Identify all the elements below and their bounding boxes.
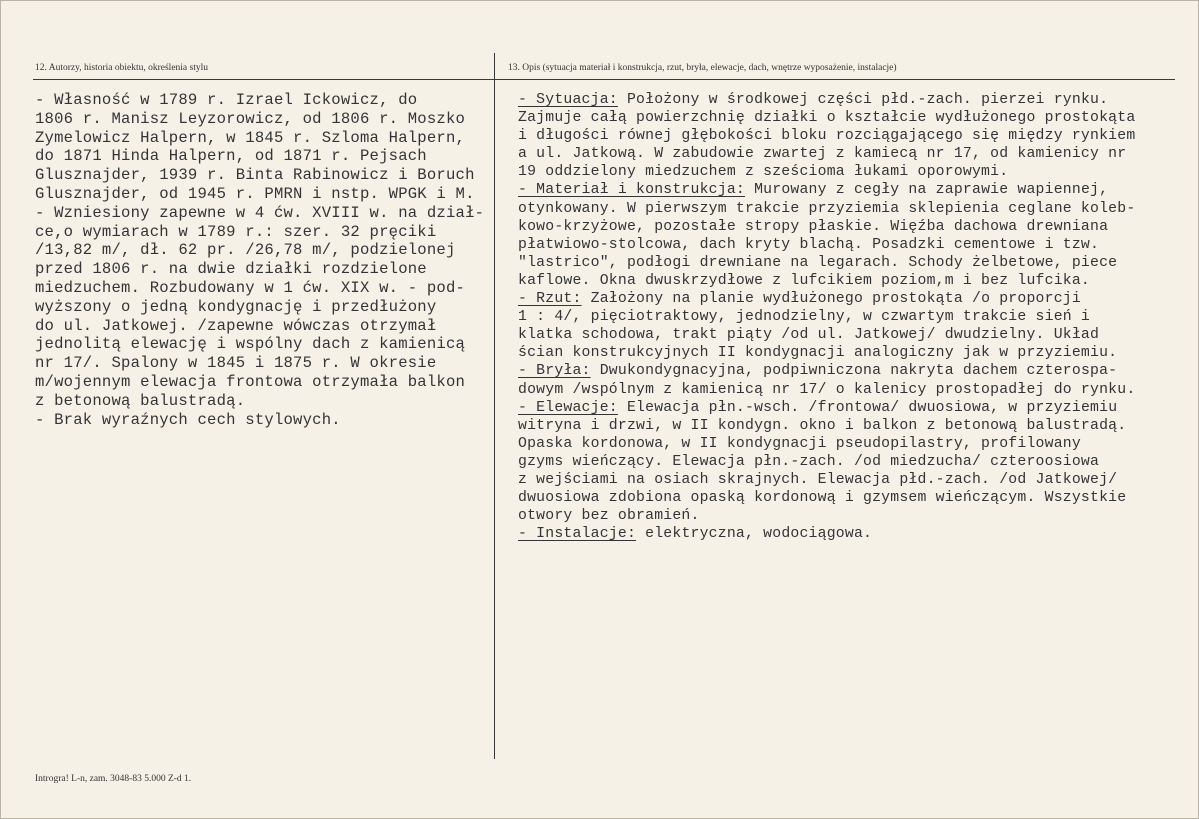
description-text-run: Zajmuje całą powierzchnię działki o kształcie wydłużonego prostokąta [518, 110, 1136, 127]
description-line [518, 127, 1135, 145]
description-text-run: dowym /wspólnym z kamienicą nr 17/ o kalenicy prostopadłej do rynku. [518, 381, 1136, 398]
description-text-run: otwory bez obramień. [518, 508, 700, 525]
header-rule-right [495, 79, 1175, 80]
history-line: ce,o wymiarach w 1789 r.: szer. 32 pręciki [35, 222, 437, 241]
description-line [518, 453, 1135, 471]
description-text-run: kowo-krzyżowe, pozostałe stropy płaskie. Więźba dachowa drewniana [518, 218, 1109, 235]
history-text [35, 91, 484, 429]
description-line [518, 236, 1135, 254]
description-line [518, 272, 1135, 290]
printer-imprint: Introgra! L-n, zam. 3048-83 5.000 Z-d 1. [35, 774, 192, 784]
section-label: - Bryła: [518, 363, 591, 380]
column-divider [494, 53, 495, 759]
history-line: /13,82 m/, dł. 62 pr. /26,78 m/, podzielonej [35, 241, 456, 260]
description-line [518, 218, 1135, 236]
description-line [518, 344, 1135, 362]
description-line [518, 417, 1135, 435]
header-rule-left [33, 79, 494, 80]
description-text-run: "lastrico", podłogi drewniane na legarach. Schody żelbetowe, piece [518, 254, 1118, 271]
description-text-run: z wejściami na osiach skrajnych. Elewacja płd.-zach. /od Jatkowej/ [518, 471, 1118, 488]
description-text-run: 19 oddzielony miedzuchem z sześcioma łukami oporowymi. [518, 164, 1009, 181]
history-line: do 1871 Hinda Halpern, od 1871 r. Pejsach [35, 147, 427, 166]
description-text-run: Elewacja płn.-wsch. /frontowa/ dwuosiowa, w przyziemiu [617, 399, 1118, 416]
description-text-run: Murowany z cegły na zaprawie wapiennej, [745, 182, 1109, 199]
section-13-header: 13. Opis (sytuacja materiał i konstrukcja, rzut, bryła, elewacje, dach, wnętrze wyposażenie, instalacje) [508, 63, 897, 73]
description-text-run: ścian konstrukcyjnych II kondygnacji analogiczny jak w przyziemiu. [518, 345, 1118, 362]
description-line [518, 109, 1135, 127]
section-label: - Elewacje: [518, 399, 618, 416]
description-text [518, 91, 1135, 543]
history-line: wyższony o jedną kondygnację i przedłużony [35, 297, 437, 316]
description-text-run: gzyms wieńczący. Elewacja płn.-zach. /od miedzucha/ czteroosiowa [518, 453, 1100, 470]
description-line [518, 362, 1135, 380]
description-text-run: kaflowe. Okna dwuskrzydłowe z lufcikiem poziom,m i bez lufcika. [518, 272, 1091, 289]
description-line [518, 91, 1135, 109]
description-text-run: Dwukondygnacyjna, podpiwniczona nakryta dachem czterospa- [590, 363, 1118, 380]
description-line [518, 181, 1135, 199]
description-text-run: otynkowany. W pierwszym trakcie przyziemia sklepienia ceglane koleb- [518, 200, 1136, 217]
history-line: miedzuchem. Rozbudowany w 1 ćw. XIX w. - pod- [35, 278, 466, 297]
description-line [518, 145, 1135, 163]
history-line: 1806 r. Manisz Leyzorowicz, od 1806 r. Moszko [35, 109, 466, 128]
description-line [518, 399, 1135, 417]
description-line [518, 290, 1135, 308]
history-line: z betonową balustradą. [35, 391, 246, 410]
description-text-run: Założony na planie wydłużonego prostokąta /o proporcji [581, 291, 1081, 308]
section-12-header: 12. Autorzy, historia obiektu, określenia stylu [35, 63, 208, 73]
history-line: - Wzniesiony zapewne w 4 ćw. XVIII w. na dział- [35, 203, 485, 222]
history-line: przed 1806 r. na dwie działki rozdzielone [35, 260, 427, 279]
description-text-run: 1 : 4/, pięciotraktowy, jednodzielny, w czwartym trakcie sień i [518, 309, 1091, 326]
description-line [518, 254, 1135, 272]
description-line [518, 471, 1135, 489]
description-text-run: elektryczna, wodociągowa. [636, 526, 873, 543]
description-line [518, 489, 1135, 507]
description-line [518, 525, 1135, 543]
description-line [518, 200, 1135, 218]
description-text-run: klatka schodowa, trakt piąty /od ul. Jatkowej/ dwudzielny. Układ [518, 327, 1100, 344]
description-line [518, 507, 1135, 525]
section-label: - Materiał i konstrukcja: [518, 182, 745, 199]
section-label: - Sytuacja: [518, 92, 618, 108]
history-line: m/wojennym elewacja frontowa otrzymała balkon [35, 372, 466, 391]
history-line: - Brak wyraźnych cech stylowych. [35, 410, 341, 429]
section-label: - Instalacje: [518, 526, 637, 543]
description-text-run: dwuosiowa zdobiona opaską kordonową i gzymsem wieńczącym. Wszystkie [518, 490, 1127, 507]
history-line: Glusznajder, od 1945 r. PMRN i nstp. WPGK i M. [35, 184, 475, 203]
description-text-run: Położony w środkowej części płd.-zach. pierzei rynku. [617, 92, 1109, 108]
description-line [518, 381, 1135, 399]
description-line [518, 326, 1135, 344]
description-text-run: płatwiowo-stolcowa, dach kryty blachą. Posadzki cementowe i tzw. [518, 236, 1100, 253]
section-label: - Rzut: [518, 291, 582, 308]
history-line: jednolitą elewację i wspólny dach z kamienicą [35, 335, 466, 354]
description-line [518, 163, 1135, 181]
history-line: do ul. Jatkowej. /zapewne wówczas otrzymał [35, 316, 437, 335]
history-line: - Własność w 1789 r. Izrael Ickowicz, do [35, 91, 418, 109]
history-line: nr 17/. Spalony w 1845 i 1875 r. W okresie [35, 354, 437, 373]
history-line: Glusznajder, 1939 r. Binta Rabinowicz i Boruch [35, 166, 475, 185]
description-line [518, 435, 1135, 453]
description-text-run: witryna i drzwi, w II kondygn. okno i balkon z betonową balustradą. [518, 417, 1127, 434]
description-text-run: a ul. Jatkową. W zabudowie zwartej z kamiecą nr 17, od kamienicy nr [518, 146, 1127, 163]
description-text-run: Opaska kordonowa, w II kondygnacji pseudopilastry, profilowany [518, 435, 1081, 452]
description-line [518, 308, 1135, 326]
history-line: Zymelowicz Halpern, w 1845 r. Szloma Halpern, [35, 128, 466, 147]
description-text-run: i długości równej głębokości bloku rozciągającego się między rynkiem [518, 128, 1136, 145]
